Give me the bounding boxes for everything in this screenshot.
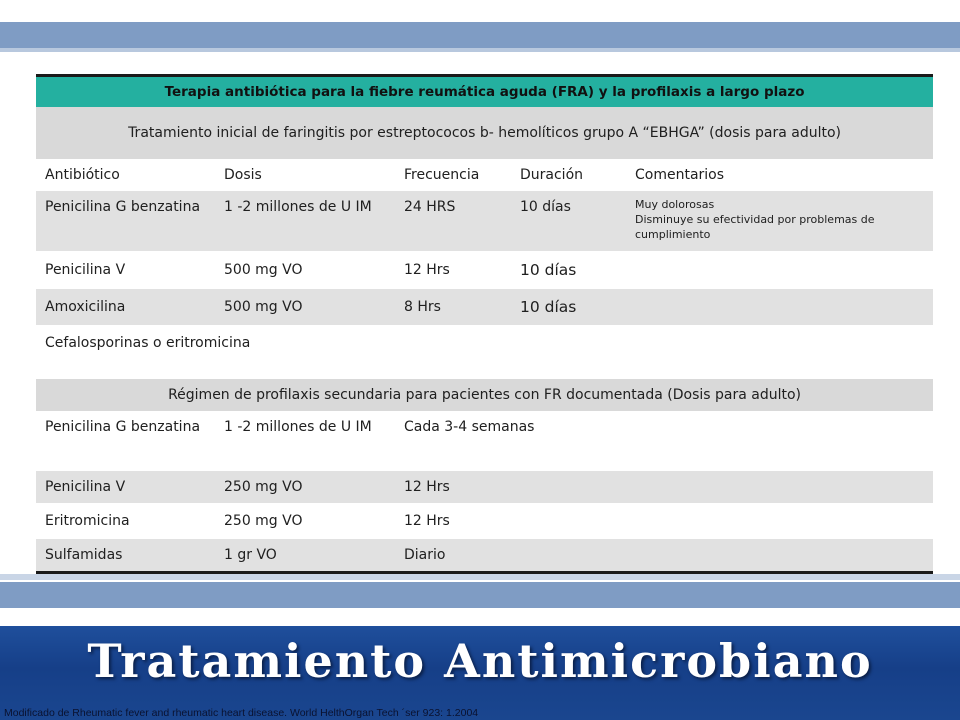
cell-frequency: 12 Hrs bbox=[395, 471, 626, 503]
treatment-table bbox=[36, 74, 933, 574]
header-dose: Dosis bbox=[215, 159, 395, 191]
cell-antibiotic: Sulfamidas bbox=[36, 539, 215, 571]
section-initial-title: Tratamiento inicial de faringitis por estreptococos b- hemolíticos grupo A “EBHGA” (dosis para adulto) bbox=[36, 107, 933, 159]
spacer-row bbox=[36, 361, 933, 379]
cell-antibiotic: Penicilina V bbox=[36, 251, 215, 289]
table-row bbox=[36, 539, 933, 571]
cell-frequency: 24 HRS bbox=[395, 191, 511, 251]
note-row bbox=[36, 325, 933, 361]
bottom-decor-strip bbox=[0, 582, 960, 608]
section-initial-row bbox=[36, 107, 933, 159]
section-prophylaxis-row bbox=[36, 379, 933, 411]
cell-frequency: Cada 3-4 semanas bbox=[395, 411, 626, 471]
cell-frequency: 8 Hrs bbox=[395, 289, 511, 325]
header-antibiotic: Antibiótico bbox=[36, 159, 215, 191]
cell-dose: 250 mg VO bbox=[215, 503, 395, 539]
table-title-row bbox=[36, 77, 933, 107]
table-row bbox=[36, 251, 933, 289]
table-row bbox=[36, 471, 933, 503]
table-row bbox=[36, 503, 933, 539]
cell-duration: 10 días bbox=[511, 191, 626, 251]
cell-dose: 1 -2 millones de U IM bbox=[215, 411, 395, 471]
cell-antibiotic: Penicilina V bbox=[36, 471, 215, 503]
cell-dose: 1 gr VO bbox=[215, 539, 395, 571]
cell-duration: 10 días bbox=[511, 251, 626, 289]
cell-comments bbox=[626, 289, 933, 325]
alternative-note: Cefalosporinas o eritromicina bbox=[36, 325, 933, 361]
slide-title: Tratamiento Antimicrobiano bbox=[87, 634, 873, 688]
cell-duration: 10 días bbox=[511, 289, 626, 325]
top-decor-strip bbox=[0, 22, 960, 48]
header-comments: Comentarios bbox=[626, 159, 933, 191]
header-duration: Duración bbox=[511, 159, 626, 191]
cell-comments bbox=[626, 251, 933, 289]
comment-line: Disminuye su efectividad por problemas de cumplimiento bbox=[635, 213, 875, 241]
cell-frequency: 12 Hrs bbox=[395, 251, 511, 289]
table-row bbox=[36, 411, 933, 471]
header-frequency: Frecuencia bbox=[395, 159, 511, 191]
top-decor-line bbox=[0, 48, 960, 52]
cell-frequency: Diario bbox=[395, 539, 626, 571]
source-credit: Modificado de Rheumatic fever and rheumatic heart disease. World HelthOrgan Tech ´ser 923: 1.2004 bbox=[4, 707, 479, 719]
table-row bbox=[36, 191, 933, 251]
cell-dose: 250 mg VO bbox=[215, 471, 395, 503]
cell-antibiotic: Penicilina G benzatina bbox=[36, 191, 215, 251]
cell-antibiotic: Amoxicilina bbox=[36, 289, 215, 325]
cell-dose: 500 mg VO bbox=[215, 289, 395, 325]
cell-dose: 500 mg VO bbox=[215, 251, 395, 289]
header-row bbox=[36, 159, 933, 191]
table-row bbox=[36, 289, 933, 325]
cell-antibiotic: Eritromicina bbox=[36, 503, 215, 539]
cell-antibiotic: Penicilina G benzatina bbox=[36, 411, 215, 471]
table-title: Terapia antibiótica para la fiebre reumática aguda (FRA) y la profilaxis a largo plazo bbox=[36, 77, 933, 107]
cell-frequency: 12 Hrs bbox=[395, 503, 626, 539]
cell-comments bbox=[626, 191, 933, 251]
bottom-decor-line bbox=[0, 574, 960, 580]
comment-line: Muy dolorosas bbox=[635, 198, 715, 211]
section-prophylaxis-title: Régimen de profilaxis secundaria para pacientes con FR documentada (Dosis para adulto) bbox=[36, 379, 933, 411]
cell-dose: 1 -2 millones de U IM bbox=[215, 191, 395, 251]
